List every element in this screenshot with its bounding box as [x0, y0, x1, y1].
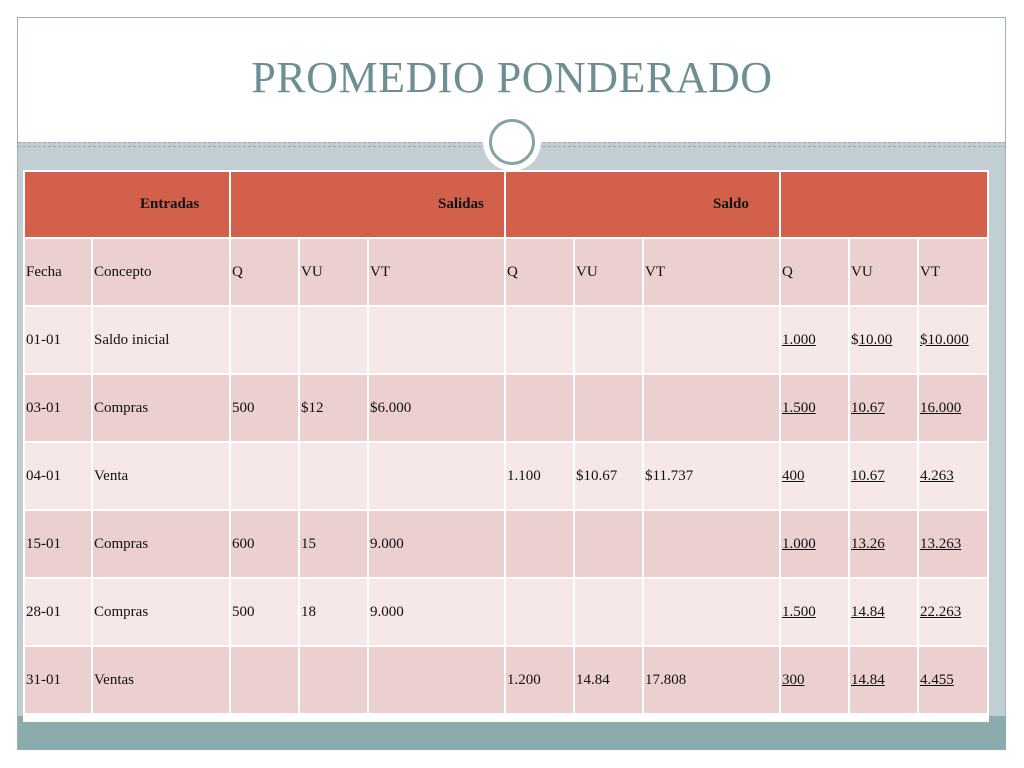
cell-saldo-vu	[849, 510, 918, 578]
cell-salidas-vu	[574, 374, 643, 442]
cell-salidas-vu	[574, 578, 643, 646]
cell-entradas-q	[230, 646, 299, 714]
cell-entradas-q	[230, 306, 299, 374]
cell-saldo-vt	[918, 510, 988, 578]
cell-saldo-vu	[849, 374, 918, 442]
col-fecha: Fecha	[24, 238, 92, 306]
cell-salidas-vt: $11.737	[643, 442, 780, 510]
col-saldo-vt: VT	[918, 238, 988, 306]
cell-salidas-q: 1.100	[505, 442, 574, 510]
cell-saldo-q	[780, 306, 849, 374]
cell-saldo-vu	[849, 578, 918, 646]
cell-salidas-vu	[574, 306, 643, 374]
cell-entradas-vu: $12	[299, 374, 368, 442]
cell-salidas-q	[505, 510, 574, 578]
cell-saldo-q	[780, 442, 849, 510]
saldo-vt-value: 13.263	[920, 535, 962, 552]
saldo-q-value: 1.500	[782, 399, 816, 416]
saldo-vu-prefix: $	[851, 331, 859, 348]
col-salidas-vt: VT	[643, 238, 780, 306]
saldo-vu-value: 10.00	[858, 331, 893, 348]
col-entradas-vt: VT	[368, 238, 505, 306]
saldo-vt-value: 16.000	[920, 399, 962, 416]
cell-entradas-vt: $6.000	[368, 374, 505, 442]
column-header-row	[24, 238, 988, 306]
saldo-q-value: 1.000	[782, 535, 816, 552]
saldo-vu-value: 14.84	[851, 603, 885, 620]
cell-saldo-q	[780, 646, 849, 714]
cell-entradas-vu: 18	[299, 578, 368, 646]
cell-salidas-q	[505, 374, 574, 442]
slide-title: PROMEDIO PONDERADO	[251, 53, 773, 102]
table-row	[24, 306, 988, 374]
cell-concepto: Compras	[92, 578, 230, 646]
cell-saldo-vt	[918, 306, 988, 374]
cell-salidas-vt	[643, 510, 780, 578]
cell-saldo-vt	[918, 578, 988, 646]
cell-fecha: 15-01	[24, 510, 92, 578]
cell-saldo-vt	[918, 374, 988, 442]
cell-salidas-vu: $10.67	[574, 442, 643, 510]
cell-salidas-vu: 14.84	[574, 646, 643, 714]
entradas-label: Entradas	[140, 196, 200, 212]
cell-entradas-vu	[299, 306, 368, 374]
cell-concepto: Ventas	[92, 646, 230, 714]
col-salidas-vu: VU	[574, 238, 643, 306]
cell-saldo-vu	[849, 442, 918, 510]
table-row	[24, 578, 988, 646]
cell-fecha: 03-01	[24, 374, 92, 442]
group-header-saldo	[713, 171, 988, 238]
kardex-table	[23, 170, 989, 715]
cell-salidas-q	[505, 306, 574, 374]
table-row	[24, 442, 988, 510]
cell-salidas-vt	[643, 306, 780, 374]
group-header-empty	[24, 171, 230, 238]
cell-entradas-vt: 9.000	[368, 578, 505, 646]
cell-salidas-vt	[643, 374, 780, 442]
cell-entradas-vt	[368, 646, 505, 714]
saldo-vu-value: 10.67	[851, 399, 885, 416]
cell-salidas-q	[505, 578, 574, 646]
col-entradas-q: Q	[230, 238, 299, 306]
cell-saldo-q	[780, 510, 849, 578]
cell-salidas-vt	[643, 578, 780, 646]
cell-saldo-vu	[849, 646, 918, 714]
cell-entradas-q: 500	[230, 578, 299, 646]
cell-fecha: 01-01	[24, 306, 92, 374]
table-row	[24, 374, 988, 442]
cell-concepto: Compras	[92, 510, 230, 578]
saldo-vu-value: 14.84	[851, 671, 885, 688]
cell-concepto: Compras	[92, 374, 230, 442]
cell-entradas-vu	[299, 442, 368, 510]
cell-entradas-q: 500	[230, 374, 299, 442]
col-saldo-q: Q	[780, 238, 849, 306]
saldo-vt-value: 4.263	[920, 467, 954, 484]
col-salidas-q: Q	[505, 238, 574, 306]
saldo-vt-value: 4.455	[920, 671, 954, 688]
col-saldo-vu: VU	[849, 238, 918, 306]
saldo-q-value: 1.000	[782, 331, 816, 348]
cell-saldo-q	[780, 578, 849, 646]
table-row	[24, 646, 988, 714]
cell-entradas-vt	[368, 306, 505, 374]
cell-entradas-q	[230, 442, 299, 510]
col-concepto: Concepto	[92, 238, 230, 306]
cell-entradas-q: 600	[230, 510, 299, 578]
table-row	[24, 510, 988, 578]
cell-salidas-vu	[574, 510, 643, 578]
circle-ornament-icon	[483, 113, 541, 171]
cell-saldo-vt	[918, 442, 988, 510]
cell-concepto: Saldo inicial	[92, 306, 230, 374]
cell-fecha: 04-01	[24, 442, 92, 510]
cell-saldo-q	[780, 374, 849, 442]
saldo-q-value: 1.500	[782, 603, 816, 620]
cell-entradas-vu	[299, 646, 368, 714]
cell-fecha: 28-01	[24, 578, 92, 646]
saldo-vu-value: 10.67	[851, 467, 885, 484]
cell-concepto: Venta	[92, 442, 230, 510]
saldo-vt-value: 22.263	[920, 603, 962, 620]
cell-salidas-q: 1.200	[505, 646, 574, 714]
saldo-vu-value: 13.26	[851, 535, 885, 552]
col-entradas-vu: VU	[299, 238, 368, 306]
salidas-label: Salidas	[438, 196, 484, 212]
cell-entradas-vt: 9.000	[368, 510, 505, 578]
cell-fecha: 31-01	[24, 646, 92, 714]
cell-entradas-vu: 15	[299, 510, 368, 578]
saldo-q-value: 300	[782, 671, 805, 688]
group-header-row	[24, 171, 988, 238]
cell-salidas-vt: 17.808	[643, 646, 780, 714]
saldo-q-value: 400	[782, 467, 805, 484]
cell-entradas-vt	[368, 442, 505, 510]
saldo-vt-value: $10.000	[920, 331, 969, 348]
cell-saldo-vu	[849, 306, 918, 374]
saldo-label: Saldo	[713, 196, 749, 212]
cell-saldo-vt	[918, 646, 988, 714]
